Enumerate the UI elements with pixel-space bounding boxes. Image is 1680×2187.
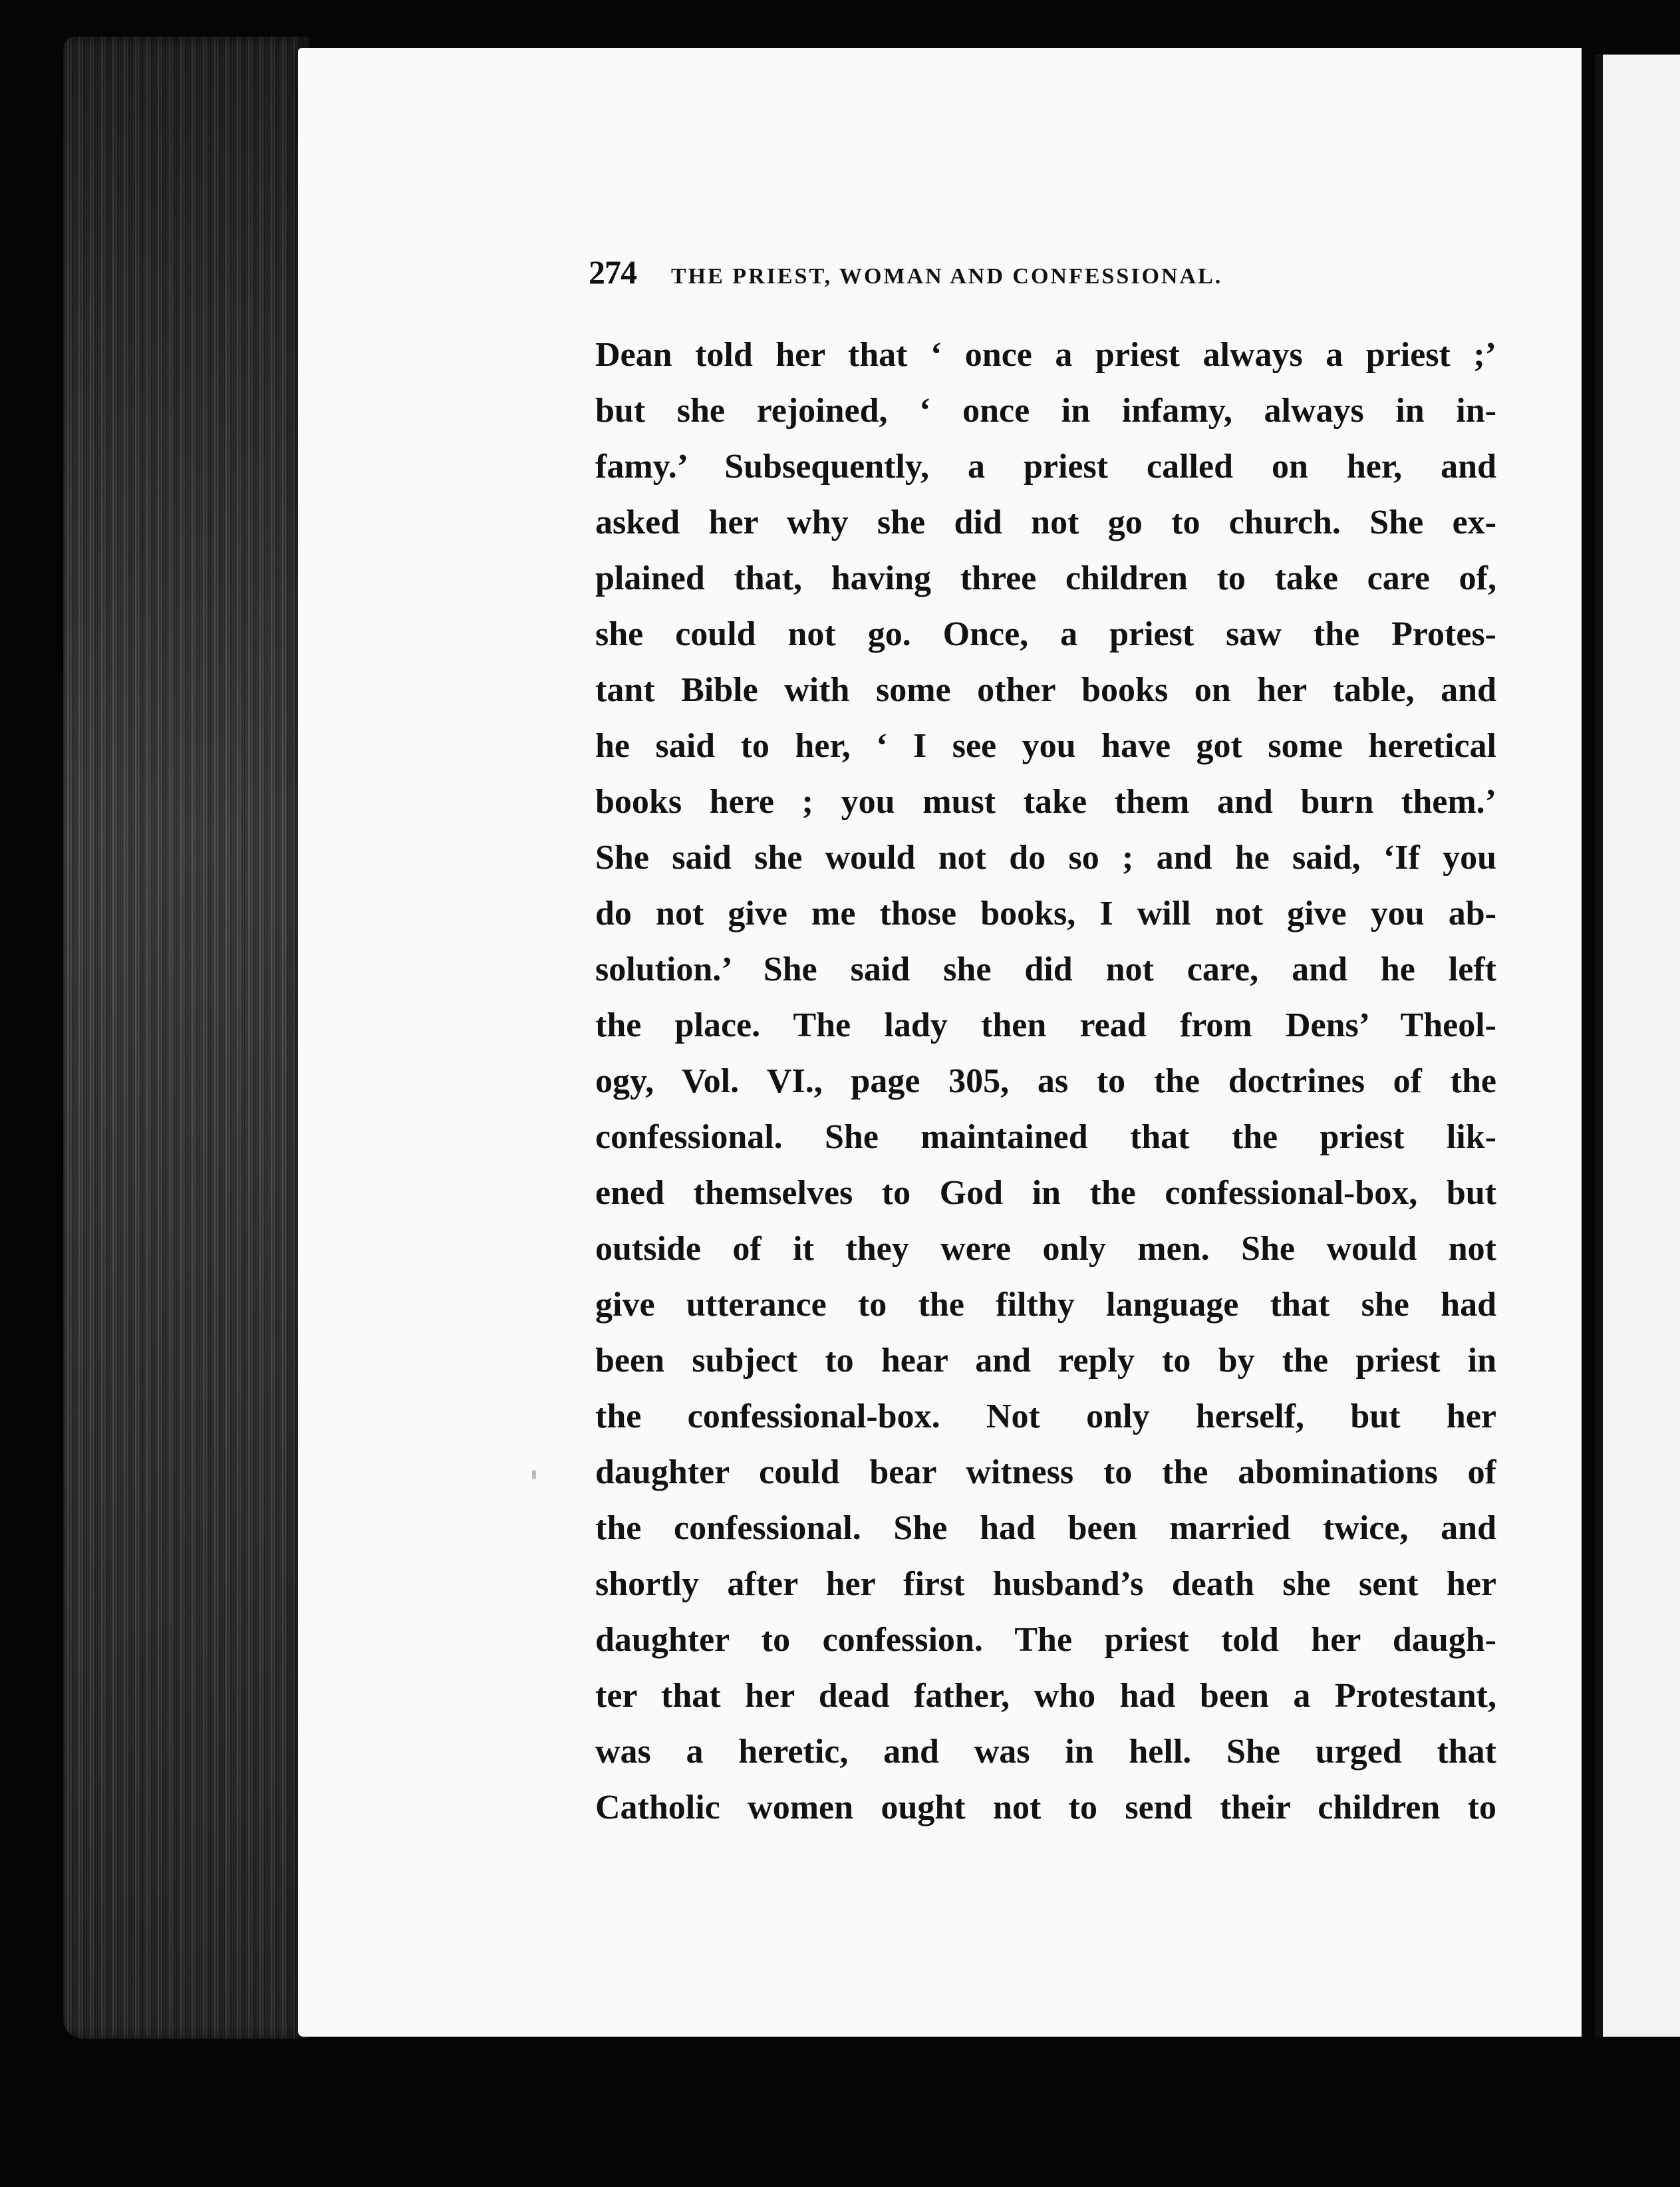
text-line: was a heretic, and was in hell. She urged that bbox=[595, 1733, 1496, 1771]
text-line: She said she would not do so ; and he said, ‘If you bbox=[595, 839, 1496, 877]
text-line: asked her why she did not go to church. She ex- bbox=[595, 504, 1496, 541]
text-line: give utterance to the filthy language that she had bbox=[595, 1286, 1496, 1324]
text-line: the confessional. She had been married twice, and bbox=[595, 1509, 1496, 1547]
text-line: books here ; you must take them and burn them.’ bbox=[595, 783, 1496, 821]
body-text bbox=[595, 327, 1496, 1836]
running-title: THE PRIEST, WOMAN AND CONFESSIONAL. bbox=[671, 264, 1223, 289]
text-line: Catholic women ought not to send their children to bbox=[595, 1789, 1496, 1826]
scan-speck bbox=[532, 1470, 536, 1479]
text-line: ter that her dead father, who had been a Protestant, bbox=[595, 1677, 1496, 1715]
text-line: she could not go. Once, a priest saw the Protes- bbox=[595, 615, 1496, 653]
running-head bbox=[589, 253, 1393, 293]
text-line: the confessional-box. Not only herself, but her bbox=[595, 1397, 1496, 1435]
text-line: outside of it they were only men. She would not bbox=[595, 1230, 1496, 1268]
text-line: shortly after her first husband’s death she sent her bbox=[595, 1565, 1496, 1603]
text-line: the place. The lady then read from Dens’ Theol- bbox=[595, 1006, 1496, 1044]
text-line: daughter could bear witness to the abominations of bbox=[595, 1453, 1496, 1491]
text-line: daughter to confession. The priest told her daugh- bbox=[595, 1621, 1496, 1659]
text-line: solution.’ She said she did not care, and he left bbox=[595, 950, 1496, 988]
text-line: tant Bible with some other books on her table, and bbox=[595, 671, 1496, 709]
text-line: do not give me those books, I will not give you ab- bbox=[595, 895, 1496, 933]
text-line: plained that, having three children to take care of, bbox=[595, 559, 1496, 597]
text-line: confessional. She maintained that the priest lik- bbox=[595, 1118, 1496, 1156]
text-line: but she rejoined, ‘ once in infamy, always in in- bbox=[595, 392, 1496, 430]
text-line: been subject to hear and reply to by the priest in bbox=[595, 1342, 1496, 1380]
book-page-edges bbox=[63, 37, 309, 2039]
text-line: ened themselves to God in the confessional-box, but bbox=[595, 1174, 1496, 1212]
text-line: he said to her, ‘ I see you have got some heretical bbox=[595, 727, 1496, 765]
page-number: 274 bbox=[589, 253, 636, 291]
facing-page-edge bbox=[1595, 55, 1680, 2037]
text-line: famy.’ Subsequently, a priest called on her, and bbox=[595, 448, 1496, 486]
text-line: ogy, Vol. VI., page 305, as to the doctrines of the bbox=[595, 1062, 1496, 1100]
text-line: Dean told her that ‘ once a priest always a priest ;’ bbox=[595, 336, 1496, 374]
